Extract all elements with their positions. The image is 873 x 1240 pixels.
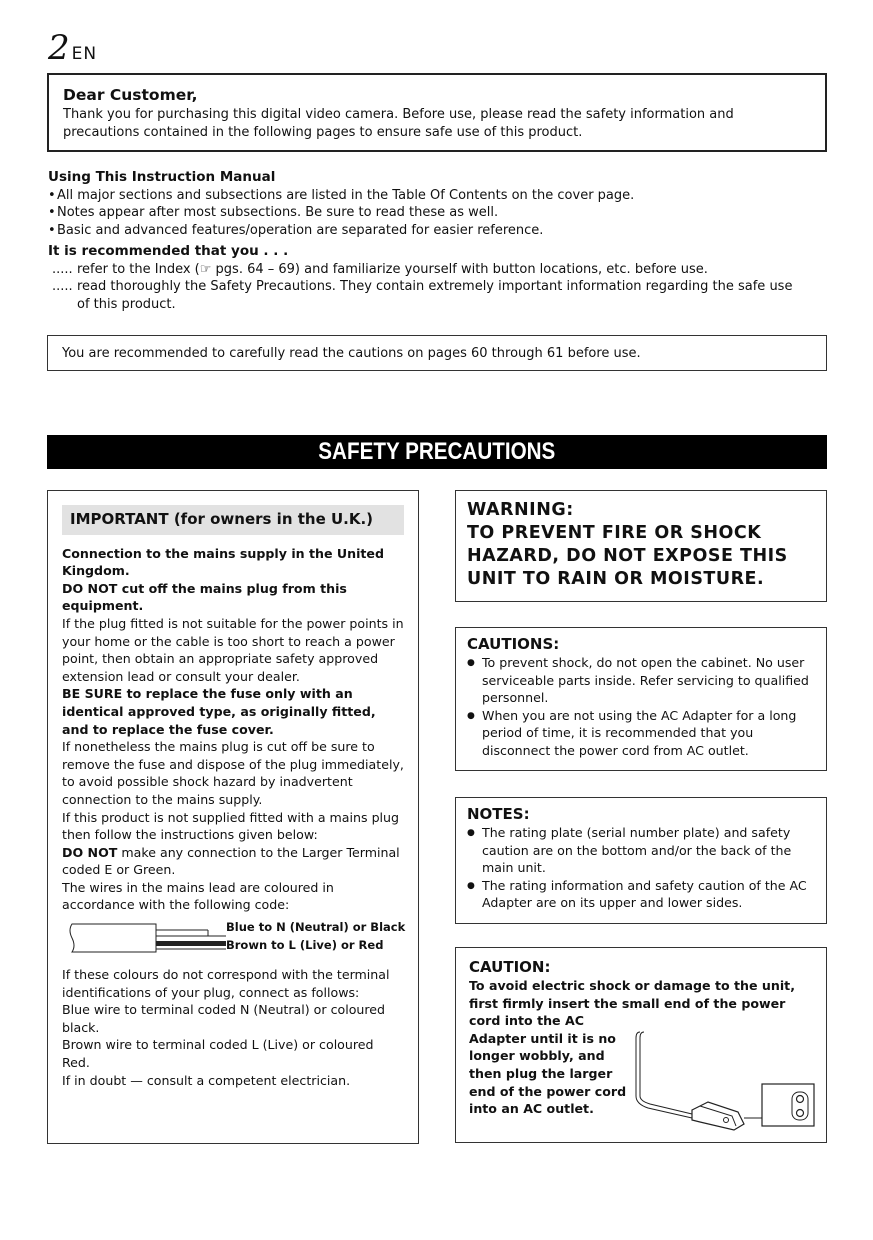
caution-line-4: Adapter until it is no: [469, 1030, 616, 1046]
caution-line-3: cord into the AC: [469, 1013, 584, 1029]
page-number-digit: 2: [48, 28, 70, 68]
caution-line-1: To avoid electric shock or damage to the unit,: [469, 978, 795, 993]
notes-box: [455, 797, 827, 924]
wire-diagram: [62, 918, 404, 960]
cautions-box: [455, 627, 827, 771]
warning-box: [455, 490, 827, 602]
manual-heading: Using This Instruction Manual: [48, 169, 276, 185]
recommended-item-2-text: read thoroughly the Safety Precautions. They contain extremely important information regarding the safe use: [77, 279, 793, 294]
dear-customer-line-2: precautions contained in the following pages to ensure safe use of this product.: [63, 124, 583, 140]
uk-p8: The wires in the mains lead are coloured in accordance with the following code:: [62, 879, 334, 913]
uk-p7: [62, 844, 404, 879]
dear-customer-line-1: Thank you for purchasing this digital video camera. Before use, please read the safety information and: [63, 107, 734, 122]
uk-p10: Blue wire to terminal coded N (Neutral) or coloured black.: [62, 1002, 386, 1035]
cautions-title: CAUTIONS:: [467, 635, 560, 653]
recommended-item-1: [48, 261, 833, 279]
caution-line-5: longer wobbly, and: [469, 1048, 605, 1064]
uk-p9: If these colours do not correspond with the terminal identifications of your plug, connect as follows:: [62, 967, 390, 1000]
uk-p7-bold: DO NOT: [62, 844, 118, 860]
wire-label-blue: Blue to N (Neutral) or Black: [226, 920, 406, 935]
recommended-heading: It is recommended that you . . .: [48, 243, 289, 259]
uk-p11: Brown wire to terminal coded L (Live) or coloured Red.: [62, 1037, 374, 1071]
dots-leader: .....: [52, 279, 73, 294]
caution-box: [455, 947, 827, 1143]
recommended-item-2-cont: of this product.: [77, 296, 176, 312]
cable-icon: [68, 920, 228, 956]
caution-line-7: end of the power cord: [469, 1083, 627, 1099]
uk-p12: If in doubt — consult a competent electrician.: [62, 1072, 351, 1088]
recommended-item-1-text: refer to the Index (☞ pgs. 64 – 69) and familiarize yourself with button locations, etc. before use.: [77, 261, 708, 277]
warning-line-2: HAZARD, DO NOT EXPOSE THIS: [467, 546, 788, 566]
notes-title: NOTES:: [467, 805, 530, 823]
page-language: EN: [71, 44, 98, 64]
cautions-item: ● When you are not using the AC Adapter for a long period of time, it is recommended that you disconnect the power cord from AC outlet.: [467, 707, 815, 760]
cautions-note-box: [47, 335, 827, 371]
uk-p5: If nonetheless the mains plug is cut off be sure to remove the fuse and dispose of the plug immediately, to avoid possible shock hazard by inadvertent connection to the mains supply.: [62, 739, 404, 807]
manual-item: • All major sections and subsections are listed in the Table Of Contents on the cover page.: [48, 187, 833, 205]
uk-p1: Connection to the mains supply in the United Kingdom.: [62, 545, 384, 579]
uk-heading: IMPORTANT (for owners in the U.K.): [62, 505, 404, 535]
dots-leader: .....: [52, 261, 73, 277]
wire-label-brown: Brown to L (Live) or Red: [226, 938, 384, 953]
uk-p2: DO NOT cut off the mains plug from this equipment.: [62, 580, 347, 614]
uk-p6: If this product is not supplied fitted with a mains plug then follow the instructions given below:: [62, 809, 400, 843]
notes-item: ● The rating information and safety caution of the AC Adapter are on its upper and lower sides.: [467, 877, 815, 912]
warning-line-1: TO PREVENT FIRE OR SHOCK: [467, 523, 762, 543]
manual-section: [48, 169, 833, 313]
uk-important-box: [47, 490, 419, 1144]
manual-item: • Basic and advanced features/operation are separated for easier reference.: [48, 222, 833, 240]
uk-p4: BE SURE to replace the fuse only with an identical approved type, as originally fitted, and to replace the fuse cover.: [62, 686, 376, 737]
dear-customer-title: Dear Customer,: [63, 86, 198, 104]
warning-line-3: UNIT TO RAIN OR MOISTURE.: [467, 569, 765, 589]
cautions-note-text: You are recommended to carefully read the cautions on pages 60 through 61 before use.: [62, 346, 641, 361]
caution-title: CAUTION:: [469, 958, 551, 976]
safety-precautions-banner: [47, 435, 827, 469]
uk-p3: If the plug fitted is not suitable for the power points in your home or the cable is too short to reach a power point, then obtain an appropriate safety approved extension lead or consult your dealer.: [62, 615, 404, 684]
warning-title: WARNING:: [467, 500, 574, 520]
caution-line-6: then plug the larger: [469, 1065, 613, 1081]
page-number: [48, 28, 97, 74]
manual-item: • Notes appear after most subsections. Be sure to read these as well.: [48, 204, 833, 222]
cautions-item: ● To prevent shock, do not open the cabinet. No user serviceable parts inside. Refer servicing to qualified personnel.: [467, 654, 815, 707]
caution-line-2: first firmly insert the small end of the power: [469, 995, 786, 1011]
power-cord-plug-icon: [634, 1026, 824, 1136]
caution-line-8: into an AC outlet.: [469, 1101, 594, 1117]
banner-title: SAFETY PRECAUTIONS: [318, 438, 556, 465]
recommended-item-2: [48, 278, 833, 296]
dear-customer-box: [47, 73, 827, 152]
notes-item: ● The rating plate (serial number plate) and safety caution are on the bottom and/or the back of the main unit.: [467, 824, 815, 877]
uk-p7-rest: make any connection to the Larger Terminal coded E or Green.: [62, 844, 400, 878]
